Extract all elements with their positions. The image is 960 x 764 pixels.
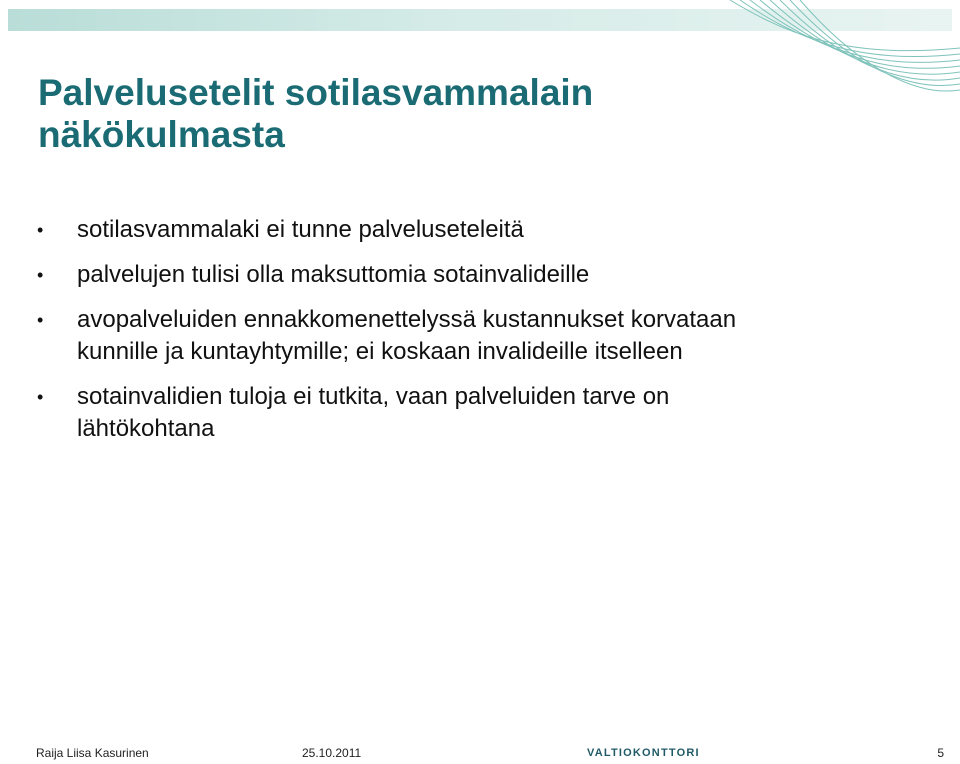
bullet-point-icon: • <box>37 220 44 240</box>
bullet-list <box>36 214 796 458</box>
bullet-text: palvelujen tulisi olla maksuttomia sotainvalideille <box>77 261 590 288</box>
wave-decor-graphic <box>720 0 960 110</box>
slide-title-line-1: Palvelusetelit sotilasvammalain <box>38 72 594 113</box>
slide-footer <box>0 745 960 763</box>
valtiokonttori-logo: VALTIOKONTTORI <box>587 747 700 759</box>
bullet-point-icon: • <box>37 310 44 330</box>
bullet-text: sotilasvammalaki ei tunne palveluseteleitä <box>77 216 524 243</box>
bullet-item <box>36 381 796 445</box>
bullet-point-icon: • <box>37 265 44 285</box>
bullet-text: sotainvalidien tuloja ei tutkita, vaan palveluiden tarve on lähtökohtana <box>77 383 670 442</box>
slide-title-line-2: näkökulmasta <box>38 114 285 155</box>
bullet-text: avopalveluiden ennakkomenettelyssä kustannukset korvataan kunnille ja kuntayhtymille; ei koskaan invalideille itselleen <box>77 306 737 365</box>
bullet-point-icon: • <box>37 387 44 407</box>
slide-title <box>38 72 738 156</box>
footer-author: Raija Liisa Kasurinen <box>36 746 149 760</box>
bullet-item <box>36 259 796 291</box>
bullet-item <box>36 304 796 368</box>
bullet-item <box>36 214 796 246</box>
page-number: 5 <box>937 746 944 760</box>
footer-date: 25.10.2011 <box>302 746 362 760</box>
